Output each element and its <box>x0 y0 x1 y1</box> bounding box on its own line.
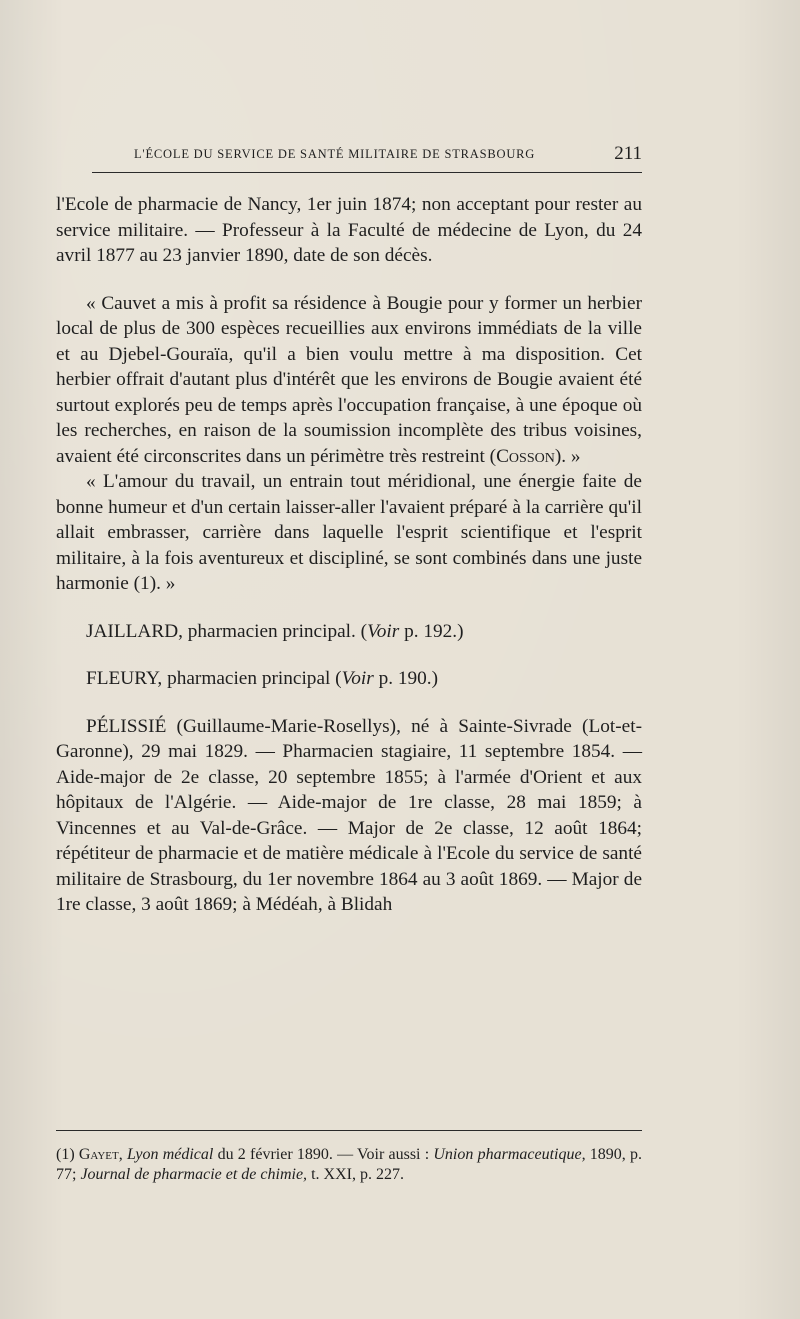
jaillard-text: JAILLARD, pharmacien principal. ( <box>86 620 368 642</box>
body-text <box>56 192 642 918</box>
header-rule <box>92 172 642 173</box>
herbier-text-end: ). » <box>554 445 581 467</box>
entry-fleury <box>56 666 642 692</box>
running-head <box>92 145 642 169</box>
footnote-author: Gayet <box>78 1146 119 1163</box>
footnote-journal-pharmacie: Journal de pharmacie et de chimie, <box>80 1166 308 1183</box>
footnote-text: t. XXI, p. 227. <box>307 1166 404 1183</box>
herbier-text: « Cauvet a mis à profit sa résidence à Bougie pour y former un herbier local de plus de 300 espèces recueillies aux environs immédiats de la ville et au Djebel-Gouraïa, qu'il a bien voulu mettre à ma disposition. Cet herbier offrait d'autant plus d'intérêt que les environs de Bougie avaient été surtout explorés peu de temps après l'occupation française, à une époque où les recherches, en raison de la soumission incomplète des tribus voisines, avaient été circonscrites dans un périmètre très restreint ( <box>56 292 642 467</box>
footnote-text: du 2 février 1890. — Voir aussi : <box>213 1146 434 1163</box>
fleury-text: FLEURY, pharmacien principal ( <box>86 668 342 689</box>
entry-pelissie: PÉLISSIÉ (Guillaume-Marie-Rosellys), né à Sainte-Sivrade (Lot-et-Garonne), 29 mai 1829. — Pharmacien stagiaire, 11 septembre 1854. — Aide-major de 2e classe, 20 septembre 1855; à l'armée d'Orient et aux hôpitaux de l'Algérie. — Aide-major de 1re classe, 28 mai 1859; à Vincennes et au Val-de-Grâce. — Major de 2e classe, 12 août 1864; répétiteur de pharmacie et de matière médicale à l'Ecole du service de santé militaire de Strasbourg, du 1er novembre 1864 au 3 août 1869. — Major de 1re classe, 3 août 1869; à Médéah, à Blidah <box>56 715 642 915</box>
entry-jaillard <box>56 619 642 645</box>
paragraph-cauvet-career: l'Ecole de pharmacie de Nancy, 1er juin 1874; non acceptant pour rester au service militaire. — Professeur à la Faculté de médecine de Lyon, du 24 avril 1877 au 23 janvier 1890, date de son décès. <box>56 194 642 266</box>
footnote-text: 1890, p. 77; <box>56 1146 643 1183</box>
jaillard-ref: p. 192.) <box>399 620 464 642</box>
footnote-number: (1) <box>56 1146 75 1163</box>
paragraph-cauvet-tribute: « L'amour du travail, un entrain tout méridional, une énergie faite de bonne humeur et d'un certain laisser-aller l'avaient préparé à la carrière qu'il allait embrasser, carrière dans laquelle l'esprit scientifique et l'esprit militaire, à la fois aventureux et discipliné, se sont combinés dans une juste harmonie (1). » <box>56 471 642 594</box>
paragraph-cauvet-herbier <box>56 291 642 470</box>
footnote-journal-union: Union pharmaceutique, <box>433 1146 586 1163</box>
jaillard-voir: Voir <box>367 620 400 642</box>
fleury-voir: Voir <box>341 668 374 689</box>
footnote: (1) Gayet, Lyon médical du 2 février 1890. — Voir aussi : Union pharmaceutique, 1890, p. 77; Journal de pharmacie et de chimie, t. XXI, p. 227. <box>56 1146 643 1183</box>
footnote-rule <box>56 1130 642 1131</box>
fleury-ref: p. 190.) <box>373 668 439 689</box>
spacer <box>56 644 642 666</box>
page-number: 211 <box>614 143 642 164</box>
running-title: L'ÉCOLE DU SERVICE DE SANTÉ MILITAIRE DE STRASBOURG <box>134 147 536 161</box>
spacer <box>56 597 642 619</box>
spacer <box>56 692 642 714</box>
spacer <box>56 269 642 291</box>
footnote-title: Lyon médical <box>126 1146 214 1163</box>
cited-author: Cosson <box>496 445 555 467</box>
